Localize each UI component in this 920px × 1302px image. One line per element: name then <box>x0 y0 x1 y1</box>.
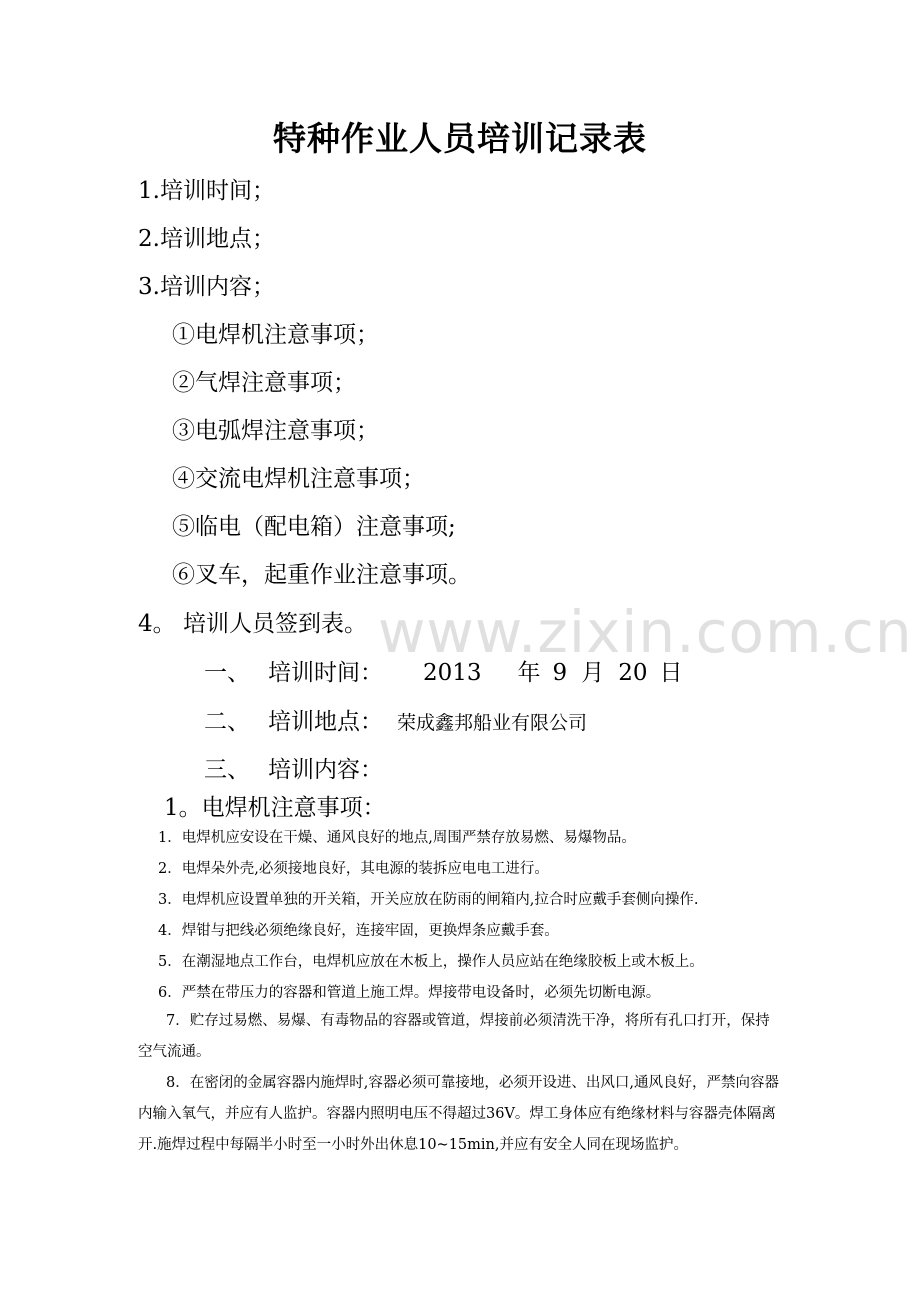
training-time-label: 培训时间： <box>268 660 383 686</box>
training-content-number: 三、 <box>204 757 250 783</box>
rule-item: 8．在密闭的金属容器内施焊时,容器必须可靠接地，必须开设进、出风口,通风良好，严禁向容器内输入氧气，并应有人监护。容器内照明电压不得超过36V。焊工身体应有绝缘材料与容器壳体隔离开.施焊过程中每隔半小时至一小时外出休息10~15min,并应有安全人同在现场监护。 <box>138 1075 779 1153</box>
rule-item: 3．电焊机应设置单独的开关箱，开关应放在防雨的闸箱内,拉合时应戴手套侧向操作. <box>158 892 699 908</box>
training-place-value: 荣成鑫邦船业有限公司 <box>397 712 588 734</box>
rule-item: 4．焊钳与把线必须绝缘良好，连接牢固，更换焊条应戴手套。 <box>158 923 559 939</box>
content-subitem: ⑤临电（配电箱）注意事项; <box>172 514 456 540</box>
rule-item: 2．电焊朵外壳,必须接地良好，其电源的装拆应电电工进行。 <box>158 861 549 877</box>
training-content-row <box>204 751 383 784</box>
content-subitem: ⑥叉车，起重作业注意事项。 <box>172 562 471 588</box>
outline-item-place: 2.培训地点； <box>138 226 275 252</box>
watermark: www.zixin.com.cn <box>378 598 913 666</box>
content-subitem: ③电弧焊注意事项； <box>172 418 379 444</box>
year-unit: 年 <box>517 660 541 686</box>
outline-item-signin: 4。 培训人员签到表。 <box>138 611 367 637</box>
content-subitem: ①电焊机注意事项； <box>172 322 379 348</box>
content-subitem: ②气焊注意事项； <box>172 370 356 396</box>
month-unit: 月 <box>581 660 605 686</box>
rule-item: 6．严禁在带压力的容器和管道上施工焊。焊接带电设备时，必须先切断电源。 <box>158 985 661 1001</box>
training-content-label: 培训内容： <box>268 757 383 783</box>
outline-item-content: 3.培训内容； <box>138 274 275 300</box>
training-year: 2013 <box>423 660 482 686</box>
document-title: 特种作业人员培训记录表 <box>273 119 647 158</box>
training-place-label: 培训地点： <box>268 709 383 735</box>
outline-item-time: 1.培训时间； <box>138 178 275 204</box>
training-day: 20 <box>618 660 648 686</box>
training-place-number: 二、 <box>204 709 250 735</box>
day-unit: 日 <box>659 660 683 686</box>
rule-item: 1．电焊机应安设在干燥、通风良好的地点,周围严禁存放易燃、易爆物品。 <box>158 830 636 846</box>
rule-item: 5．在潮湿地点工作台，电焊机应放在木板上，操作人员应站在绝缘胶板上或木板上。 <box>158 954 704 970</box>
training-month: 9 <box>552 660 568 686</box>
training-time-row <box>204 654 682 687</box>
training-time-number: 一、 <box>204 660 250 686</box>
training-place-row <box>204 703 587 736</box>
content-subitem: ④交流电焊机注意事项； <box>172 466 425 492</box>
rule-item: 7．贮存过易燃、易爆、有毒物品的容器或管道，焊接前必须清洗干净，将所有孔口打开，保持空气流通。 <box>138 1013 770 1060</box>
section-heading: 1。电焊机注意事项： <box>164 795 386 821</box>
